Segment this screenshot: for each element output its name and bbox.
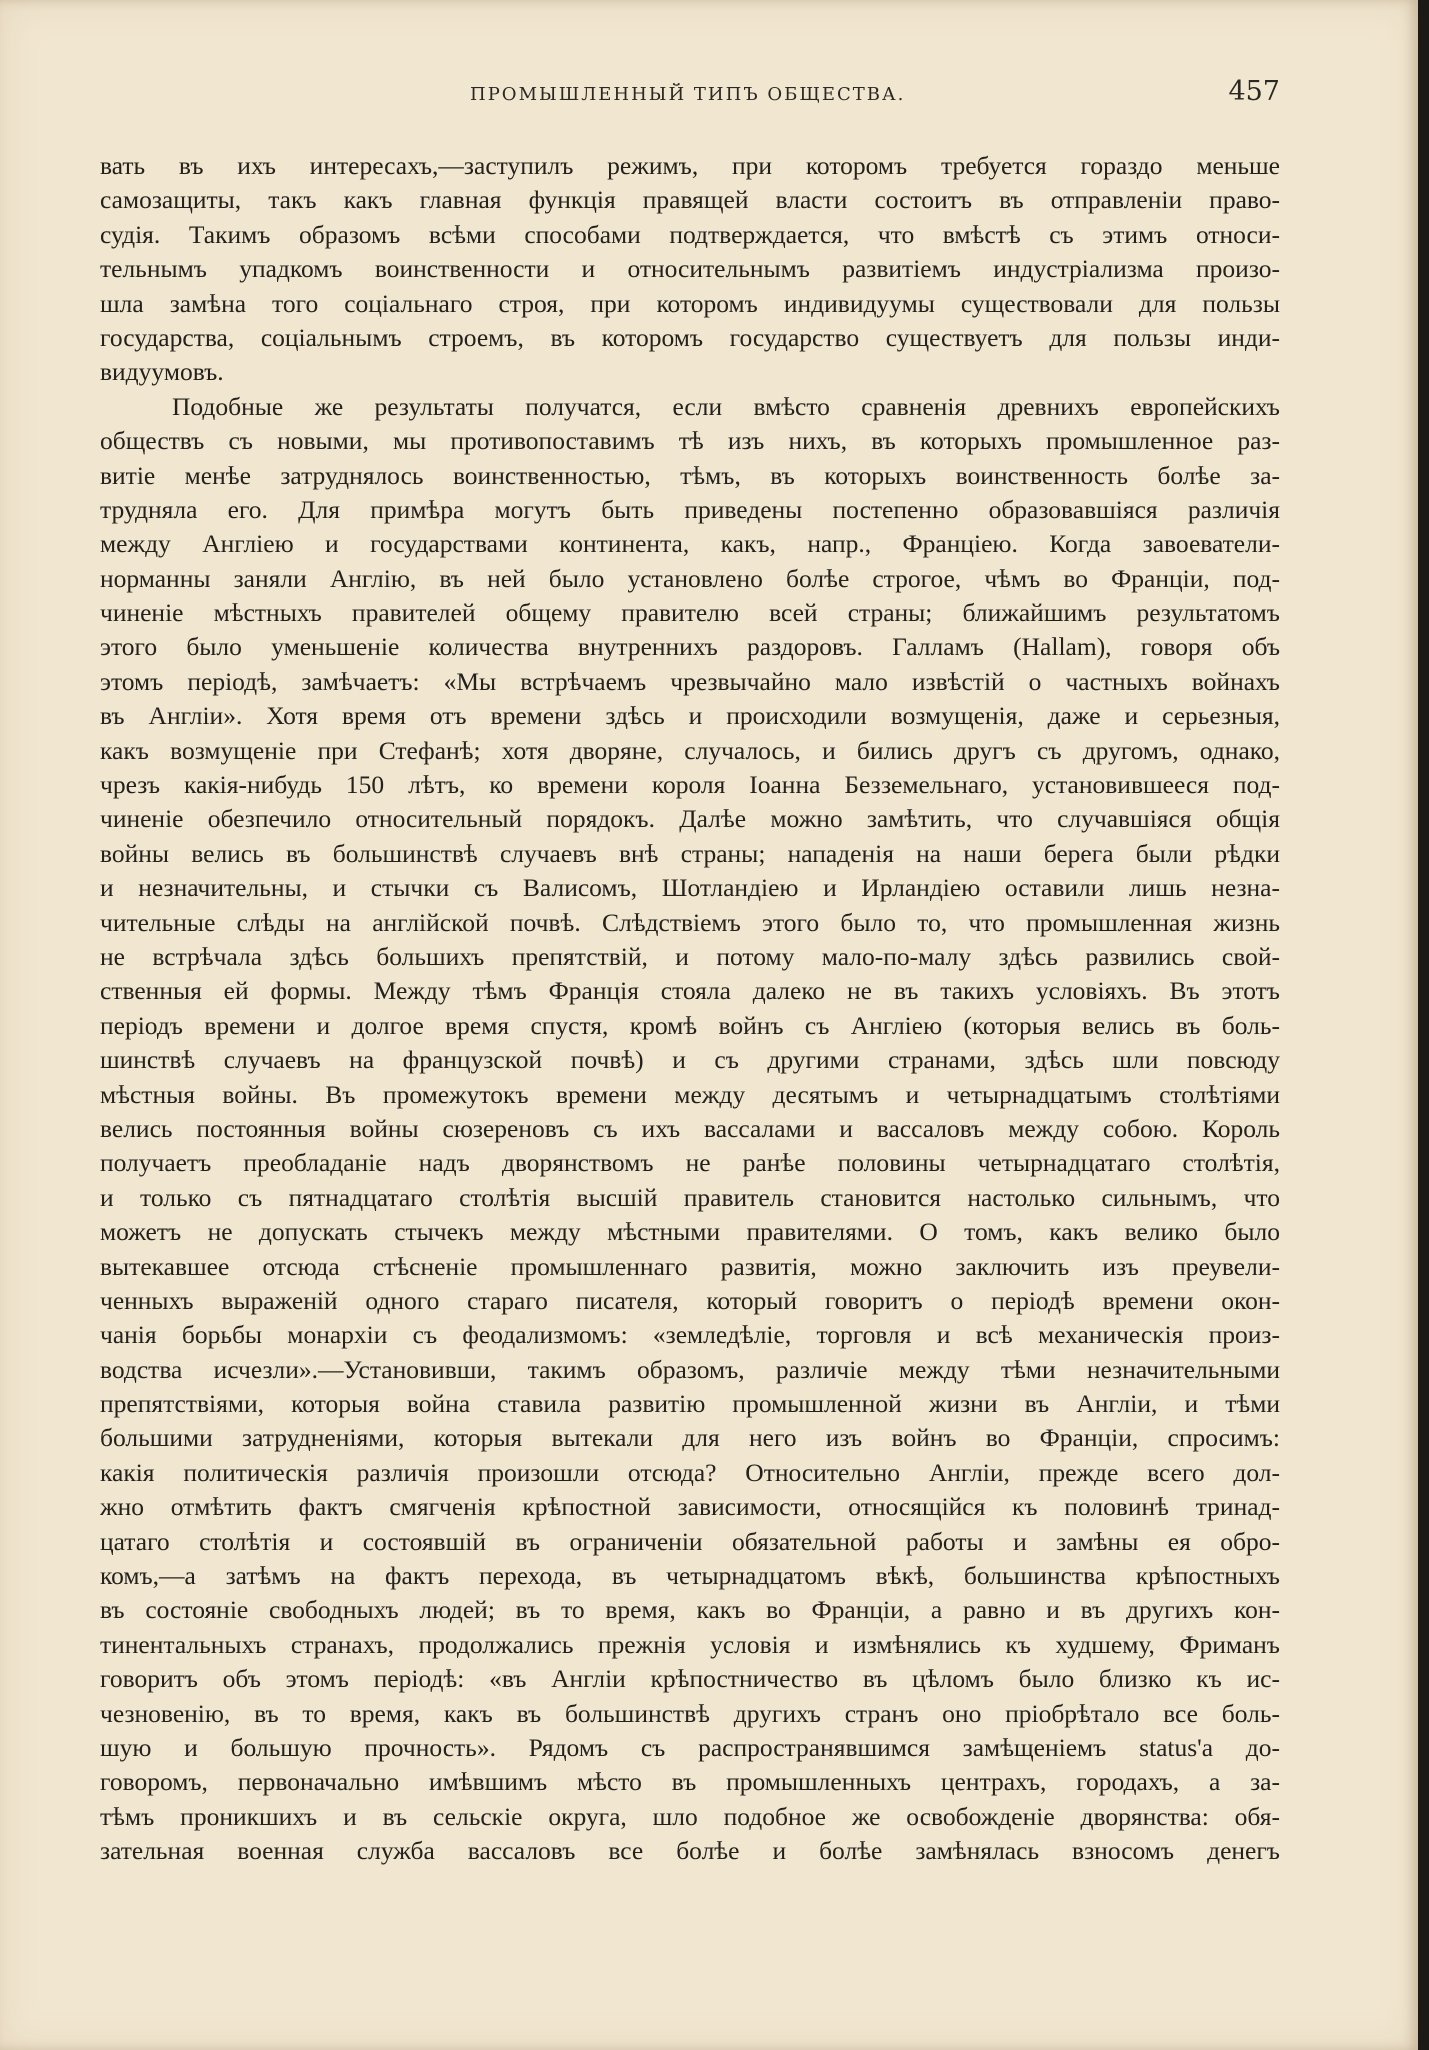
text-line: большими затрудненіями, которыя вытекали для него изъ войнъ во Франціи, спросимъ: — [100, 1423, 1280, 1453]
text-line: въ Англіи». Хотя время отъ времени здѣсь и происходили возмущенія, даже и серьезныя, — [100, 701, 1280, 731]
text-line: норманны заняли Англію, въ ней было установлено болѣе строгое, чѣмъ во Франціи, под- — [100, 563, 1280, 593]
text-line: говоромъ, первоначально имѣвшимъ мѣсто въ промышленныхъ центрахъ, городахъ, а за- — [100, 1767, 1280, 1797]
text-line: государства, соціальнымъ строемъ, въ которомъ государство существуетъ для пользы инди- — [100, 322, 1280, 352]
text-line: чрезъ какія-нибудь 150 лѣтъ, ко времени короля Іоанна Безземельнаго, установившееся под- — [100, 770, 1280, 800]
text-line: тинентальныхъ странахъ, продолжались прежнія условія и измѣнялись къ худшему, Фриманъ — [100, 1629, 1280, 1659]
text-line: въ состояніе свободныхъ людей; въ то время, какъ во Франціи, а равно и въ другихъ кон- — [100, 1595, 1280, 1625]
text-line: обществъ съ новыми, мы противопоставимъ тѣ изъ нихъ, въ которыхъ промышленное раз- — [100, 426, 1280, 456]
body-text — [100, 149, 1280, 1869]
running-title: ПРОМЫШЛЕННЫЙ ТИПЪ ОБЩЕСТВА. — [470, 84, 906, 105]
text-line: этого было уменьшеніе количества внутреннихъ раздоровъ. Галламъ (Hallam), говоря объ — [100, 632, 1280, 662]
text-line: этомъ періодѣ, замѣчаетъ: «Мы встрѣчаемъ чрезвычайно мало извѣстій о частныхъ войнахъ — [100, 666, 1280, 696]
text-line: мѣстныя войны. Въ промежутокъ времени между десятымъ и четырнадцатымъ столѣтіями — [100, 1079, 1280, 1109]
text-line: между Англіею и государствами континента, какъ, напр., Франціею. Когда завоеватели- — [100, 529, 1280, 559]
text-line: витіе менѣе затруднялось воинственностью, тѣмъ, въ которыхъ воинственность болѣе за- — [100, 460, 1280, 490]
text-line: какъ возмущеніе при Стефанѣ; хотя дворяне, случалось, и бились другъ съ другомъ, однако, — [100, 735, 1280, 765]
text-line: трудняла его. Для примѣра могутъ быть приведены постепенно образовавшіяся различія — [100, 494, 1280, 524]
text-line: водства исчезли».—Установивши, такимъ образомъ, различіе между тѣми незначительными — [100, 1354, 1280, 1384]
text-line: самозащиты, такъ какъ главная функція правящей власти состоитъ въ отправленіи право- — [100, 185, 1280, 215]
text-line: велись постоянныя войны сюзереновъ съ ихъ вассалами и вассаловъ между собою. Король — [100, 1113, 1280, 1143]
text-line: можетъ не допускать стычекъ между мѣстными правителями. О томъ, какъ велико было — [100, 1217, 1280, 1247]
text-line: не встрѣчала здѣсь большихъ препятствій, и потому мало-по-малу здѣсь развились свой- — [100, 941, 1280, 971]
text-line: шинствѣ случаевъ на французской почвѣ) и съ другими странами, здѣсь шли повсюду — [100, 1045, 1280, 1075]
text-line: шую и большую прочность». Рядомъ съ распространявшимся замѣщеніемъ status'а до- — [100, 1732, 1280, 1762]
text-line: чиненіе обезпечило относительный порядокъ. Далѣе можно замѣтить, что случавшіяся общія — [100, 804, 1280, 834]
text-line: зательная военная служба вассаловъ все болѣе и болѣе замѣнялась взносомъ денегъ — [100, 1836, 1280, 1866]
text-line: комъ,—а затѣмъ на фактъ перехода, въ четырнадцатомъ вѣкѣ, большинства крѣпостныхъ — [100, 1561, 1280, 1591]
text-line: и только съ пятнадцатаго столѣтія высшій правитель становится настолько сильнымъ, что — [100, 1182, 1280, 1212]
text-line: цатаго столѣтія и состоявшій въ ограниченіи обязательной работы и замѣны ея обро- — [100, 1526, 1280, 1556]
text-line: тельнымъ упадкомъ воинственности и относительнымъ развитіемъ индустріализма произо- — [100, 254, 1280, 284]
text-line: ченныхъ выраженій одного стараго писателя, который говоритъ о періодѣ времени окон- — [100, 1285, 1280, 1315]
text-line: какія политическія различія произошли отсюда? Относительно Англіи, прежде всего дол- — [100, 1457, 1280, 1487]
text-line: чительные слѣды на англійской почвѣ. Слѣдствіемъ этого было то, что промышленная жизнь — [100, 907, 1280, 937]
text-line: вытекавшее отсюда стѣсненіе промышленнаго развитія, можно заключить изъ преувели- — [100, 1251, 1280, 1281]
text-line: шла замѣна того соціальнаго строя, при которомъ индивидуумы существовали для пользы — [100, 288, 1280, 318]
text-line: и незначительны, и стычки съ Валисомъ, Шотландіею и Ирландіею оставили лишь незна- — [100, 873, 1280, 903]
text-line: чанія борьбы монархіи съ феодализмомъ: «земледѣліе, торговля и всѣ механическія произ- — [100, 1320, 1280, 1350]
text-line: тѣмъ проникшихъ и въ сельскіе округа, шло подобное же освобожденіе дворянства: обя- — [100, 1801, 1280, 1831]
text-line: жно отмѣтить фактъ смягченія крѣпостной зависимости, относящійся къ половинѣ тринад- — [100, 1492, 1280, 1522]
page-header — [100, 76, 1280, 116]
text-line: періодъ времени и долгое время спустя, кромѣ войнъ съ Англіею (которыя велись въ боль- — [100, 1010, 1280, 1040]
text-line: видуумовъ. — [100, 357, 224, 387]
text-line: войны велись въ большинствѣ случаевъ внѣ страны; нападенія на наши берега были рѣдки — [100, 838, 1280, 868]
text-line: препятствіями, которыя война ставила развитію промышленной жизни въ Англіи, и тѣми — [100, 1389, 1280, 1419]
text-line: Подобные же результаты получатся, если вмѣсто сравненія древнихъ европейскихъ — [172, 391, 1280, 421]
text-line: судія. Такимъ образомъ всѣми способами подтверждается, что вмѣстѣ съ этимъ относи- — [100, 219, 1280, 249]
text-line: ственныя ей формы. Между тѣмъ Франція стояла далеко не въ такихъ условіяхъ. Въ этотъ — [100, 976, 1280, 1006]
text-line: получаетъ преобладаніе надъ дворянствомъ не ранѣе половины четырнадцатаго столѣтія, — [100, 1148, 1280, 1178]
page-number: 457 — [1228, 76, 1280, 107]
text-line: говоритъ объ этомъ періодѣ: «въ Англіи крѣпостничество въ цѣломъ было близко къ ис- — [100, 1664, 1280, 1694]
text-line: вать въ ихъ интересахъ,—заступилъ режимъ, при которомъ требуется гораздо меньше — [100, 151, 1280, 180]
text-line: чиненіе мѣстныхъ правителей общему правителю всей страны; ближайшимъ результатомъ — [100, 598, 1280, 628]
text-line: чезновенію, въ то время, какъ въ большинствѣ другихъ странъ оно пріобрѣтало все боль- — [100, 1698, 1280, 1728]
